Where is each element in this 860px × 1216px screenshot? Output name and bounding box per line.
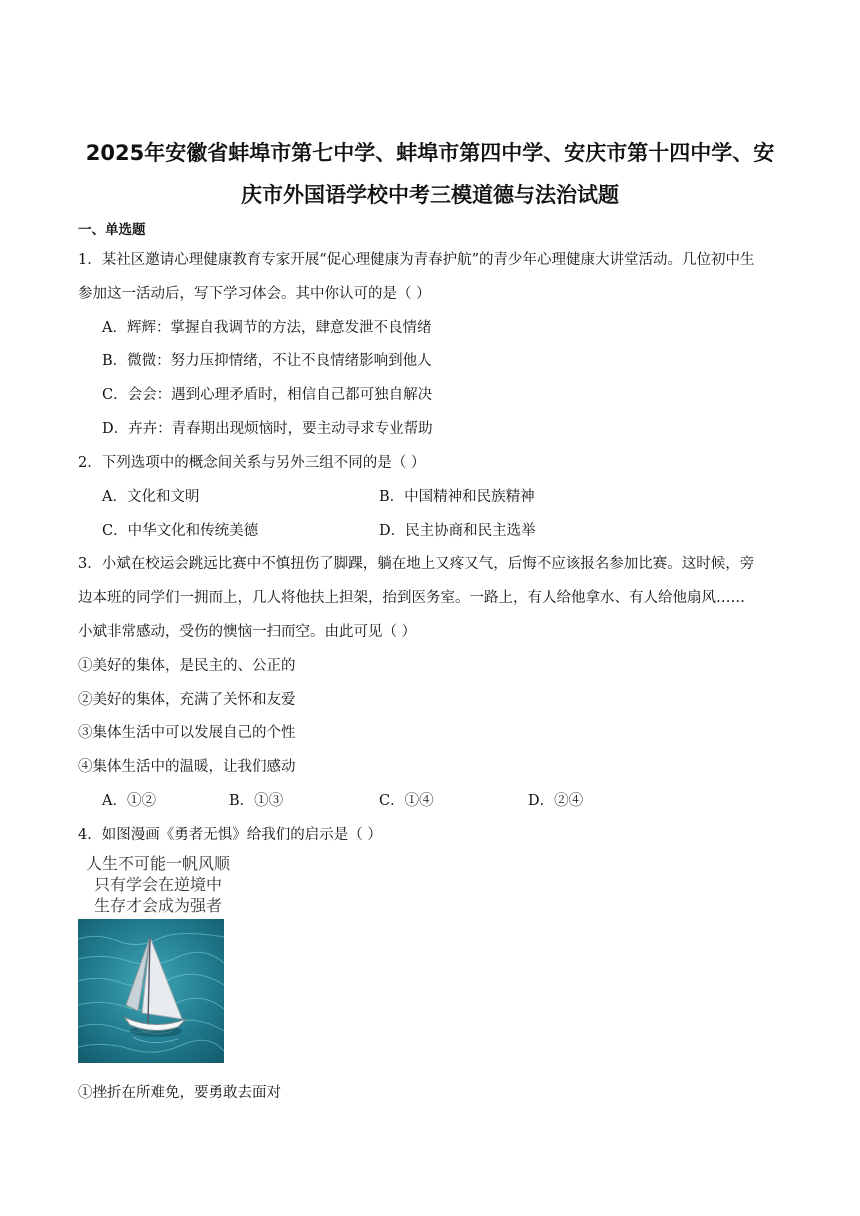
q3-option-a: A．①②	[102, 793, 156, 809]
sailboat-on-sea-illustration	[78, 919, 224, 1063]
section-heading: 一、单选题	[78, 222, 146, 238]
q2-option-d: D．民主协商和民主选举	[379, 523, 536, 539]
q1-option-c: C．会会：遇到心理矛盾时，相信自己都可独自解决	[102, 387, 433, 403]
q3-option-d: D．②④	[528, 793, 584, 809]
q3-statement-2: ②美好的集体，充满了关怀和友爱	[78, 692, 296, 708]
q3-stem-line-2: 边本班的同学们一拥而上，几人将他扶上担架，抬到医务室。一路上，有人给他拿水、有人给他扇风……	[78, 590, 745, 606]
q2-option-c: C．中华文化和传统美德	[102, 523, 259, 539]
q1-option-d: D．卉卉：青春期出现烦恼时，要主动寻求专业帮助	[102, 421, 433, 437]
comic-caption-line-2: 只有学会在逆境中	[93, 875, 222, 894]
comic-caption-line-3: 生存才会成为强者	[93, 896, 222, 915]
comic-brave-no-fear	[78, 851, 228, 1062]
q2-option-b: B．中国精神和民族精神	[379, 489, 535, 505]
q3-stem-line-1: 3．小斌在校运会跳远比赛中不慎扭伤了脚踝，躺在地上又疼又气，后悔不应该报名参加比赛。这时候，旁	[78, 556, 755, 572]
q4-statement-1: ①挫折在所难免，要勇敢去面对	[78, 1085, 281, 1101]
q1-option-a: A．辉辉：掌握自我调节的方法，肆意发泄不良情绪	[102, 320, 432, 336]
q1-stem-line-2: 参加这一活动后，写下学习体会。其中你认可的是（ ）	[78, 286, 431, 302]
q3-option-b: B．①③	[229, 793, 284, 809]
q2-stem: 2．下列选项中的概念间关系与另外三组不同的是（ ）	[78, 455, 426, 471]
q3-statement-4: ④集体生活中的温暖，让我们感动	[78, 759, 296, 775]
q3-statement-1: ①美好的集体，是民主的、公正的	[78, 658, 296, 674]
q3-option-c: C．①④	[379, 793, 434, 809]
q2-option-a: A．文化和文明	[102, 489, 200, 505]
q4-stem: 4．如图漫画《勇者无惧》给我们的启示是（ ）	[78, 827, 382, 843]
q1-option-b: B．微微：努力压抑情绪，不让不良情绪影响到他人	[102, 353, 432, 369]
q3-stem-line-3: 小斌非常感动，受伤的懊恼一扫而空。由此可见（ ）	[78, 624, 417, 640]
exam-title-line-2: 庆市外国语学校中考三模道德与法治试题	[241, 183, 619, 207]
q3-statement-3: ③集体生活中可以发展自己的个性	[78, 725, 296, 741]
q1-stem-line-1: 1．某社区邀请心理健康教育专家开展“促心理健康为青春护航”的青少年心理健康大讲堂活动。几位初中生	[78, 252, 755, 268]
comic-caption-line-1: 人生不可能一帆风顺	[85, 854, 230, 873]
exam-title-line-1: 2025年安徽省蚌埠市第七中学、蚌埠市第四中学、安庆市第十四中学、安	[85, 141, 775, 165]
